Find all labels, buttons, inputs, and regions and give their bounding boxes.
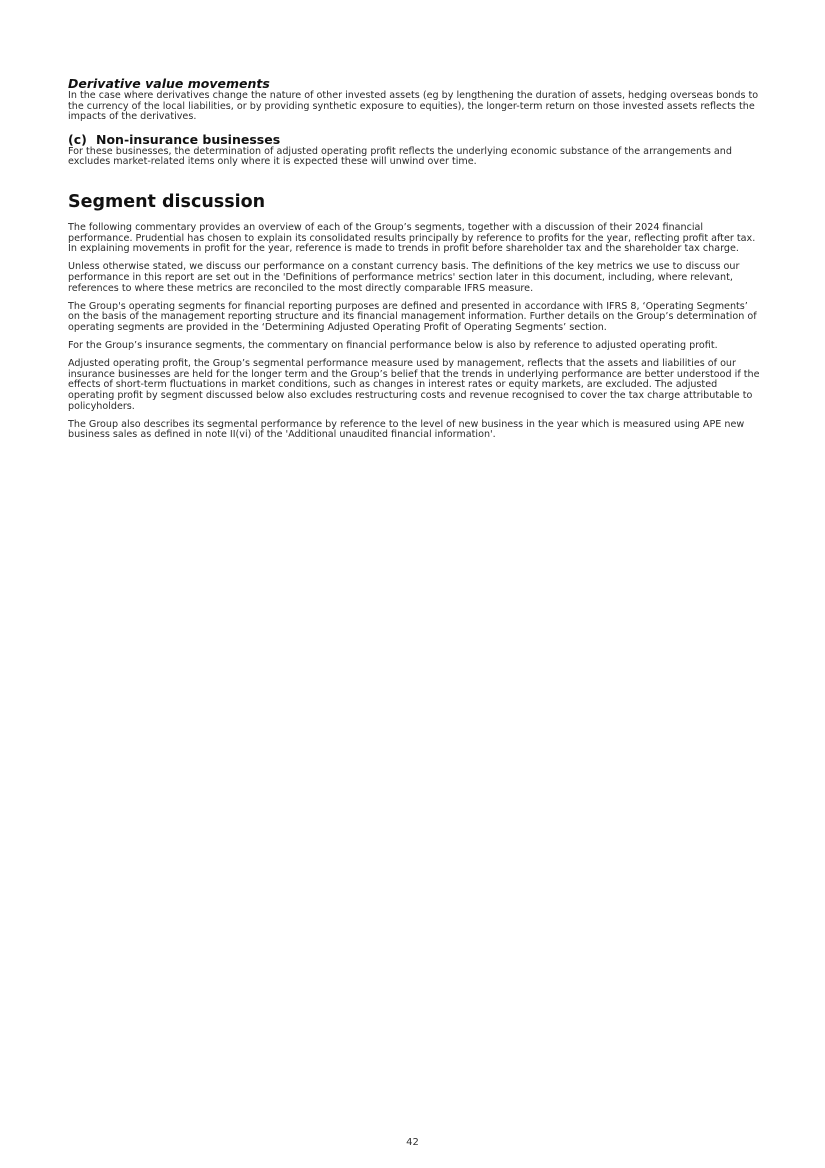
page-content — [68, 76, 760, 449]
segment-discussion-section — [68, 191, 760, 441]
non-insurance-section — [68, 132, 760, 168]
segment-paragraph: The following commentary provides an overview of each of the Group’s segments, together with a discussion of their 2024 financial performance. Prudential has chosen to explain its consolidated results principally by reference to profits for the year, reflecting profit after tax. In explaining movements in profit for the year, reference is made to trends in profit before shareholder tax and the shareholder tax charge. — [68, 221, 756, 255]
segment-paragraph: The Group's operating segments for financial reporting purposes are defined and presented in accordance with IFRS 8, ‘Operating Segments’ on the basis of the management reporting structure and its financial management information. Further details on the Group’s determination of operating segments are provided in the ‘Determining Adjusted Operating Profit of Operating Segments’ section. — [68, 300, 757, 333]
segment-discussion-title: Segment discussion — [68, 191, 266, 212]
non-insurance-heading: Non-insurance businesses — [96, 131, 281, 147]
non-insurance-text: For these businesses, the determination of adjusted operating profit reflects the underlying economic substance of the arrangements and excludes market-related items only where it is expected these will unwind over time. — [68, 145, 732, 168]
derivatives-text: In the case where derivatives change the nature of other invested assets (eg by lengthening the duration of assets, hedging overseas bonds to the currency of the local liabilities, or by providing synthetic exposure to equities), the longer-term return on those invested assets reflects the impacts of the derivatives. — [68, 90, 759, 123]
segment-paragraph: The Group also describes its segmental performance by reference to the level of new business in the year which is measured using APE new business sales as defined in note II(vi) of the 'Additional unaudited financial information'. — [68, 418, 745, 441]
derivatives-section — [68, 76, 760, 123]
page-number: 42 — [406, 1137, 419, 1148]
segment-paragraph: For the Group’s insurance segments, the commentary on financial performance below is also by reference to adjusted operating profit. — [68, 340, 718, 352]
derivatives-heading: Derivative value movements — [68, 76, 270, 91]
non-insurance-marker: (c) — [68, 131, 87, 147]
segment-paragraph: Unless otherwise stated, we discuss our performance on a constant currency basis. The definitions of the key metrics we use to discuss our performance in this report are set out in the 'Definitions of performance metrics' section later in this document, including, where relevant, references to where these metrics are reconciled to the most directly comparable IFRS measure. — [68, 261, 740, 294]
non-insurance-heading-row — [68, 132, 760, 147]
segment-paragraph: Adjusted operating profit, the Group’s segmental performance measure used by management, reflects that the assets and liabilities of our insurance businesses are held for the longer term and the Group’s belief that the trends in underlying performance are better understood if the effects of short-term fluctuations in market conditions, such as changes in interest rates or equity markets, are excluded. The adjusted operating profit by segment discussed below also excludes restructuring costs and revenue recognised to cover the tax charge attributable to policyholders. — [68, 358, 760, 412]
